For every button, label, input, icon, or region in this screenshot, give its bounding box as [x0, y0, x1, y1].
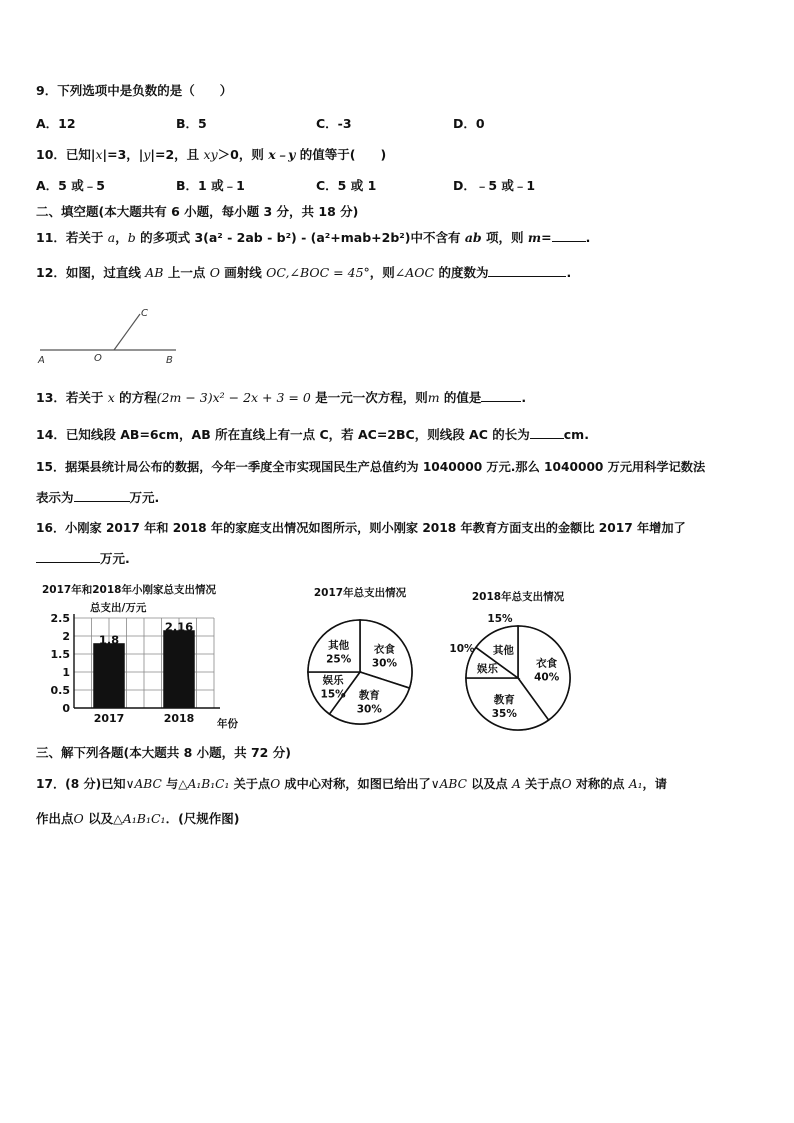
- q11-text: =: [541, 230, 552, 245]
- question-15-line2: [36, 489, 159, 507]
- question-16-line2: [36, 550, 130, 568]
- q12-answer-blank[interactable]: [488, 264, 566, 277]
- q14-answer-blank[interactable]: [530, 426, 564, 439]
- label-a: A: [38, 355, 45, 366]
- pie-chart-2018: [448, 586, 588, 736]
- q15-text: 表示为: [36, 490, 74, 505]
- q15-answer-blank[interactable]: [74, 489, 130, 502]
- q17-triangle-a1b1c1: △A₁B₁C₁: [178, 777, 230, 791]
- q10-option-a: A．5 或﹣5: [36, 178, 105, 193]
- q17-triangle-abc: ∨ABC: [430, 777, 467, 791]
- q17-point-o: O: [561, 777, 572, 791]
- q12-point-o: O: [209, 265, 220, 280]
- bar: [93, 643, 125, 708]
- q11-var-ab: ab: [464, 230, 482, 245]
- pie-slice-label: 衣食: [536, 657, 558, 670]
- q9-option-d: D．0: [453, 116, 485, 131]
- pie-chart-2017: [290, 582, 430, 732]
- bar-chart-title: 2017年和2018年小刚家总支出情况: [42, 584, 216, 596]
- q17-text: 以及点: [466, 777, 512, 791]
- q17-point-o: O: [270, 777, 281, 791]
- pie-slice-percent: 30%: [371, 657, 397, 670]
- q9-option-c: C．-3: [316, 116, 352, 131]
- pie-slice-percent: 10%: [449, 643, 475, 655]
- q16-text: 万元.: [100, 551, 130, 566]
- q12-angle: ∠AOC: [394, 265, 435, 280]
- q12-line-ab: AB: [145, 265, 164, 280]
- y-tick-label: 2: [62, 630, 70, 643]
- q10-option-d: D．﹣5 或﹣1: [453, 178, 536, 193]
- q9-stem: 9．下列选项中是负数的是（ ）: [36, 83, 233, 98]
- q9-option-a: A．12: [36, 116, 76, 131]
- q17-point-a: A: [511, 777, 521, 791]
- q17-text: 与: [161, 777, 179, 791]
- pie-slice-label: 教育: [358, 689, 380, 702]
- q17-text: 成中心对称，如图已给出了: [280, 777, 431, 791]
- section-heading-fill-blank: 二、填空题(本大题共有 6 小题，每小题 3 分，共 18 分): [36, 204, 359, 219]
- q11-var-m: m: [527, 230, 542, 245]
- x-tick-label: 2018: [163, 712, 195, 725]
- q11-var-b: b: [127, 230, 136, 245]
- q17-text: ．(尺规作图): [165, 811, 240, 826]
- q13-text: 的值是: [439, 390, 482, 405]
- question-13: [36, 389, 526, 407]
- q13-text: 的方程: [114, 390, 157, 405]
- q17-triangle-abc: ∨ABC: [125, 777, 162, 791]
- q17-text: 对称的点: [571, 777, 629, 791]
- bar: [163, 630, 195, 708]
- q13-var-m: m: [427, 390, 440, 405]
- q10-text: ＞0，则: [217, 147, 269, 162]
- q13-answer-blank[interactable]: [481, 389, 521, 402]
- pie-slice-label: 其他: [328, 639, 350, 652]
- question-9: [36, 82, 232, 100]
- pie-slice-label: 衣食: [373, 643, 395, 656]
- y-tick-label: 0: [62, 702, 70, 715]
- pie-2017-title: 2017年总支出情况: [313, 587, 407, 599]
- pie-2018-title: 2018年总支出情况: [471, 591, 565, 603]
- q11-answer-blank[interactable]: [552, 229, 586, 242]
- label-b: B: [166, 355, 173, 366]
- q10-text: |=3，|: [102, 147, 144, 162]
- q11-text: 项，则: [481, 230, 528, 245]
- q11-text: 的多项式 3(a² - 2ab - b²) - (a²+mab+2b²)中不含有: [135, 230, 465, 245]
- q17-text: 关于点: [229, 777, 271, 791]
- question-14: [36, 426, 589, 444]
- q17-text: 作出点: [36, 811, 74, 826]
- q13-var-x: x: [107, 390, 115, 405]
- bar-chart-yticks: [51, 612, 71, 715]
- section-heading-solve: 三、解下列各题(本大题共 8 小题，共 72 分): [36, 745, 291, 760]
- q17-text: 以及: [83, 811, 114, 826]
- q15-text: 万元.: [129, 490, 160, 505]
- q10-text: |=2，且: [150, 147, 204, 162]
- q12-ray-expr: OC,∠BOC = 45°: [266, 265, 370, 280]
- bar-chart-xlabel: 年份: [217, 718, 238, 730]
- pie-slice-label: 其他: [492, 644, 514, 657]
- q12-text: .: [566, 265, 572, 280]
- q11-var-a: a: [107, 230, 116, 245]
- q14-text: 14．已知线段 AB=6cm，AB 所在直线上有一点 C，若 AC=2BC，则线段 AC 的长为: [36, 427, 530, 442]
- bar-chart-total-expense: [30, 576, 270, 736]
- question-12: [36, 264, 571, 282]
- q13-text: 13．若关于: [36, 390, 108, 405]
- q10-number: 10．: [36, 147, 66, 162]
- q12-text: 的度数为: [434, 265, 489, 280]
- pie-slice-label: 娱乐: [322, 674, 344, 687]
- x-tick-label: 2017: [93, 712, 125, 725]
- q17-text: 关于点: [520, 777, 562, 791]
- q12-text: 画射线: [219, 265, 267, 280]
- pie-slice-percent: 35%: [491, 707, 517, 720]
- q13-text: 是一元一次方程，则: [310, 390, 428, 405]
- q17-triangle-a1b1c1: △A₁B₁C₁: [113, 811, 166, 826]
- q9-option-b: B．5: [176, 116, 207, 131]
- q12-text: 12．如图，过直线: [36, 265, 146, 280]
- question-17-line1: [36, 775, 667, 793]
- pie-slice-percent: 40%: [534, 671, 560, 684]
- pie-slice-percent: 15%: [320, 688, 346, 701]
- q12-text: ，则: [369, 265, 395, 280]
- q10-option-b: B．1 或﹣1: [176, 178, 245, 193]
- bar-data-label: 1.8: [98, 633, 120, 648]
- label-o: O: [94, 353, 102, 364]
- q13-text: .: [521, 390, 527, 405]
- q16-answer-blank[interactable]: [36, 550, 100, 563]
- q10-var-y: y: [143, 147, 151, 162]
- y-tick-label: 1: [62, 666, 70, 679]
- bar-chart-ylabel: 总支出/万元: [90, 602, 147, 614]
- q17-point-a1: A₁: [628, 777, 643, 791]
- question-10: [36, 146, 386, 164]
- q12-text: 上一点: [163, 265, 210, 280]
- bar-data-label: 2.16: [164, 620, 194, 635]
- pie-slice-label: 教育: [493, 693, 515, 706]
- question-15-line1: 15．据渠县统计局公布的数据，今年一季度全市实现国民生产总值约为 1040000 万元.那么 1040000 万元用科学记数法: [36, 460, 706, 474]
- q11-text: ，: [115, 230, 128, 245]
- q17-text: ，请: [642, 777, 667, 791]
- q14-text: cm.: [563, 427, 589, 442]
- question-11: [36, 229, 590, 247]
- q17-text: 17．(8 分)已知: [36, 777, 126, 791]
- q10-option-c: C．5 或 1: [316, 178, 377, 193]
- ray-oc: [114, 314, 140, 350]
- pie-slice-percent: 15%: [487, 613, 513, 625]
- q13-equation: (2m − 3)x² − 2x + 3 = 0: [156, 390, 311, 405]
- question-16-line1: 16．小刚家 2017 年和 2018 年的家庭支出情况如图所示，则小刚家 2018 年教育方面支出的金额比 2017 年增加了: [36, 521, 686, 535]
- q12-line-figure: [30, 300, 200, 370]
- q10-var-xy: xy: [203, 147, 218, 162]
- q10-text: 已知|: [65, 147, 96, 162]
- pie-slice-percent: 30%: [356, 703, 382, 716]
- y-tick-label: 0.5: [50, 684, 70, 697]
- label-c: C: [141, 308, 148, 319]
- y-tick-label: 1.5: [50, 648, 70, 661]
- question-17-line2: [36, 810, 240, 828]
- pie-slice-label: 娱乐: [476, 663, 498, 676]
- q10-text: 的值等于( ): [295, 147, 387, 162]
- y-tick-label: 2.5: [50, 612, 70, 625]
- q17-point-o: O: [73, 811, 84, 826]
- q10-var-x: x: [95, 147, 103, 162]
- pie-slice-percent: 25%: [326, 653, 352, 666]
- q11-text: .: [585, 230, 591, 245]
- q11-text: 11．若关于: [36, 230, 108, 245]
- q10-expr: x﹣y: [268, 147, 296, 162]
